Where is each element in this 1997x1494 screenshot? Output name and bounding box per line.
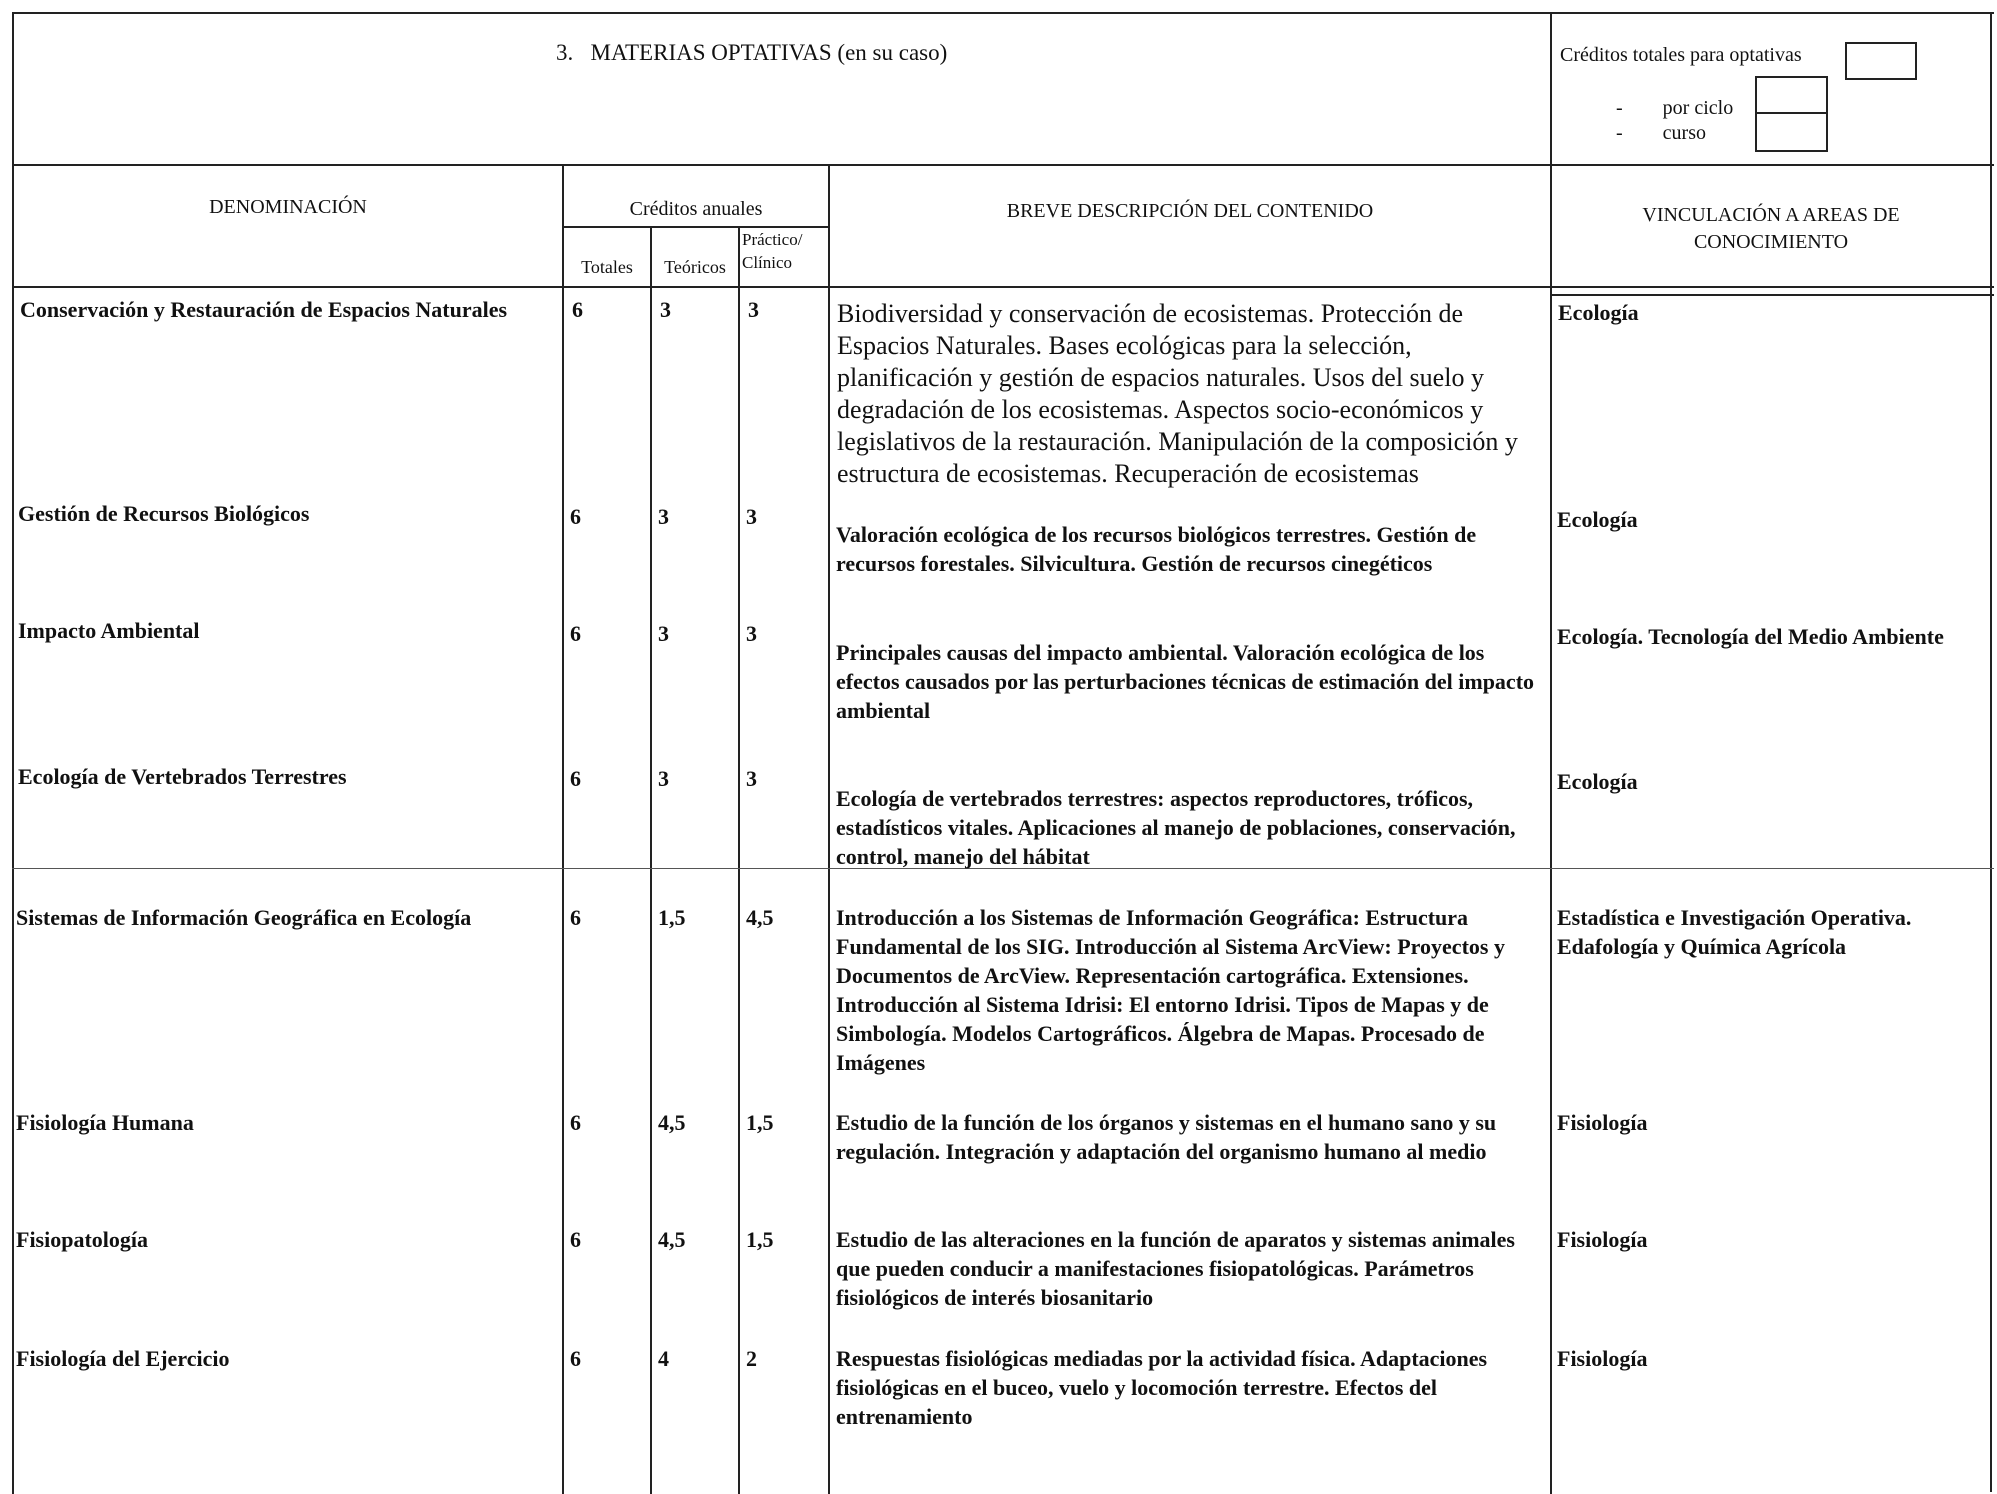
credits-practicos: 3 — [746, 621, 757, 646]
credits-total-box[interactable] — [1845, 42, 1917, 80]
credits-total-label: Créditos totales para optativas — [1560, 44, 1802, 66]
credits-teoricos: 3 — [660, 297, 671, 322]
knowledge-area: Ecología. Tecnología del Medio Ambiente — [1557, 624, 1944, 649]
subject-description: Respuestas fisiológicas mediadas por la actividad física. Adaptaciones fisiológicas en el buceo, vuelo y locomoción terrestre. Efectos del entrenamiento — [836, 1346, 1488, 1429]
credits-teoricos: 4,5 — [658, 1110, 686, 1135]
credits-teoricos: 4,5 — [658, 1227, 686, 1252]
top-divider — [1550, 12, 1552, 172]
knowledge-area: Ecología — [1557, 769, 1638, 794]
header-bottom-line — [12, 286, 1994, 288]
header-top-line — [12, 164, 1994, 166]
subject-name: Impacto Ambiental — [18, 618, 200, 643]
credits-practicos: 4,5 — [746, 905, 774, 930]
credits-practicos: 3 — [746, 766, 757, 791]
subject-description: Estudio de las alteraciones en la función de aparatos y sistemas animales que pueden conducir a manifestaciones fisiopatológicas. Parámetros fisiológicos de interés biosanitario — [836, 1227, 1515, 1310]
credits-totales: 6 — [570, 905, 581, 930]
top-border — [12, 12, 1994, 14]
header-clinico: Clínico — [742, 253, 793, 272]
col-divider-3 — [738, 226, 740, 1494]
header-teoricos: Teóricos — [664, 257, 726, 277]
knowledge-area: Fisiología — [1557, 1346, 1648, 1371]
per-cycle-box[interactable] — [1755, 76, 1828, 114]
header-descripcion: BREVE DESCRIPCIÓN DEL CONTENIDO — [1006, 200, 1374, 222]
subject-description: Valoración ecológica de los recursos biológicos terrestres. Gestión de recursos forestales. Silvicultura. Gestión de recursos cinegéticos — [836, 522, 1477, 576]
credits-teoricos: 3 — [658, 621, 669, 646]
subject-name: Fisiología del Ejercicio — [16, 1346, 230, 1371]
subject-description: Biodiversidad y conservación de ecosistemas. Protección de Espacios Naturales. Bases ecológicas para la selección, planificación y gestión de espacios naturales. Usos del suelo y degradación de los ecosistemas. Aspectos socio-económicos y legislativos de la restauración. Manipulación de la composición y estructura de ecosistemas. Recuperación de ecosistemas — [837, 299, 1518, 488]
knowledge-area: Estadística e Investigación Operativa. Edafología y Química Agrícola — [1557, 905, 1912, 959]
credits-totales: 6 — [570, 1110, 581, 1135]
col-divider-5 — [1550, 166, 1552, 1494]
credits-practicos: 2 — [746, 1346, 757, 1371]
credits-teoricos: 3 — [658, 504, 669, 529]
credits-teoricos: 1,5 — [658, 905, 686, 930]
knowledge-area: Ecología — [1558, 300, 1639, 325]
credits-totales: 6 — [570, 1346, 581, 1371]
credits-subheader-line — [562, 226, 830, 228]
credits-practicos: 1,5 — [746, 1227, 774, 1252]
subject-name: Conservación y Restauración de Espacios Naturales — [20, 297, 508, 322]
subject-description: Principales causas del impacto ambiental. Valoración ecológica de los efectos causados por las perturbaciones técnicas de estimación del impacto ambiental — [836, 640, 1535, 723]
knowledge-area: Fisiología — [1557, 1110, 1648, 1135]
course-box[interactable] — [1755, 112, 1828, 152]
subject-description: Estudio de la función de los órganos y sistemas en el humano sano y su regulación. Integración y adaptación del organismo humano al medio — [836, 1110, 1497, 1164]
credits-practicos: 3 — [748, 297, 759, 322]
course-label: - curso — [1616, 122, 1706, 144]
subject-name: Fisiopatología — [16, 1227, 149, 1252]
header-totales: Totales — [581, 257, 633, 277]
header-vinculacion-1: VINCULACIÓN A AREAS DE — [1642, 204, 1900, 226]
col-divider-1 — [562, 166, 564, 1494]
left-border — [12, 164, 14, 1494]
section-title: 3. MATERIAS OPTATIVAS (en su caso) — [556, 40, 948, 65]
knowledge-area: Ecología — [1557, 507, 1638, 532]
header-bottom-line-right — [1550, 294, 1994, 296]
credits-totales: 6 — [570, 1227, 581, 1252]
credits-teoricos: 3 — [658, 766, 669, 791]
col-divider-2 — [650, 226, 652, 1494]
header-denominacion: DENOMINACIÓN — [209, 196, 367, 218]
subject-name: Sistemas de Información Geográfica en Ecología — [16, 905, 472, 930]
credits-totales: 6 — [570, 766, 581, 791]
subject-name: Fisiología Humana — [16, 1110, 194, 1135]
per-cycle-label: - por ciclo — [1616, 97, 1734, 119]
knowledge-area: Fisiología — [1557, 1227, 1648, 1252]
subject-description: Introducción a los Sistemas de Información Geográfica: Estructura Fundamental de los SIG. Introducción al Sistema ArcView: Proyectos y Documentos de ArcView. Representación cartográfica. Extensiones. Introducción al Sistema Idrisi: El entorno Idrisi. Tipos de Mapas y de Simbología. Modelos Cartográficos. Álgebra de Mapas. Procesado de Imágenes — [836, 905, 1505, 1075]
subject-name: Ecología de Vertebrados Terrestres — [18, 764, 347, 789]
left-border-top — [12, 12, 14, 164]
header-practico: Práctico/ — [742, 230, 803, 249]
header-creditos: Créditos anuales — [629, 198, 763, 220]
credits-totales: 6 — [570, 621, 581, 646]
credits-totales: 6 — [570, 504, 581, 529]
credits-teoricos: 4 — [658, 1346, 669, 1371]
credits-practicos: 1,5 — [746, 1110, 774, 1135]
right-border — [1990, 12, 1992, 1492]
credits-practicos: 3 — [746, 504, 757, 529]
subject-name: Gestión de Recursos Biológicos — [18, 501, 310, 526]
subject-description: Ecología de vertebrados terrestres: aspectos reproductores, tróficos, estadísticos vitales. Aplicaciones al manejo de poblaciones, conservación, control, manejo del hábitat — [836, 786, 1516, 869]
header-vinculacion-2: CONOCIMIENTO — [1693, 231, 1849, 253]
col-divider-4 — [828, 166, 830, 1494]
credits-totales: 6 — [572, 297, 583, 322]
